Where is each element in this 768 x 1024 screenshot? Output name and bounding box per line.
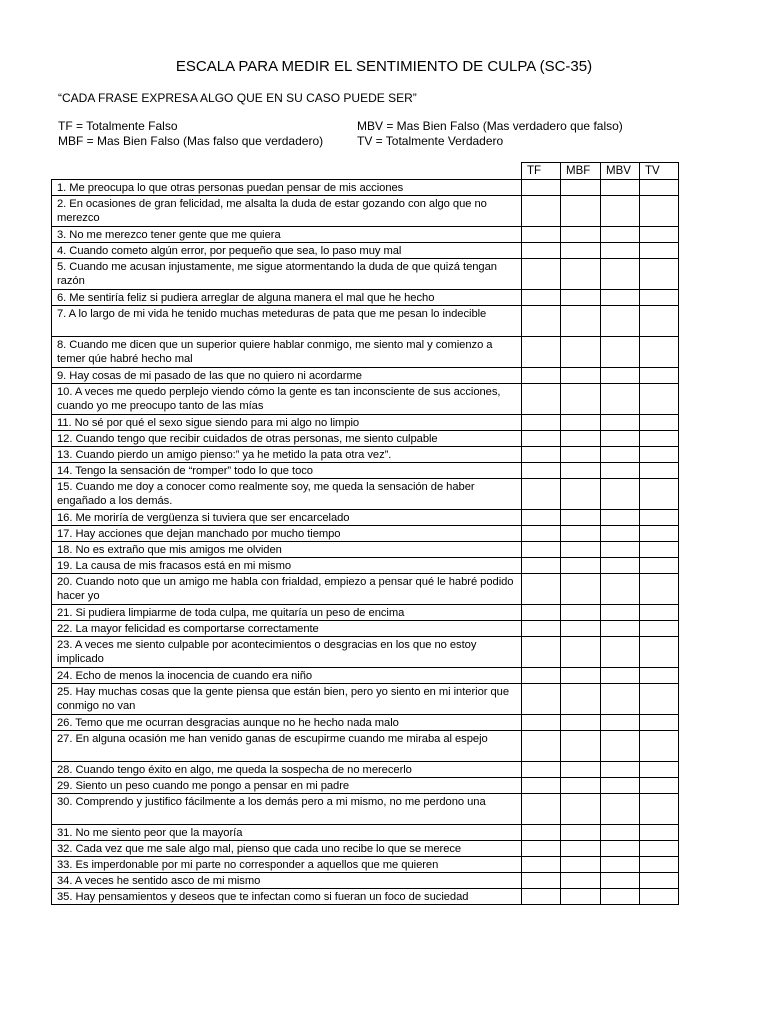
table-row [52, 463, 679, 479]
answer-cell-tv[interactable] [640, 526, 679, 542]
table-row [52, 196, 679, 227]
answer-cell-tv[interactable] [640, 605, 679, 621]
answer-cell-mbf[interactable] [561, 337, 601, 368]
answer-cell-tf[interactable] [522, 337, 561, 368]
table-row [52, 180, 679, 196]
answer-cell-mbv[interactable] [601, 180, 640, 196]
answer-cell-tf[interactable] [522, 605, 561, 621]
item-text: 26. Temo que me ocurran desgracias aunque no he hecho nada malo [52, 715, 522, 731]
item-text: 19. La causa de mis fracasos está en mi mismo [52, 558, 522, 574]
answer-cell-tv[interactable] [640, 825, 679, 841]
answer-cell-mbv[interactable] [601, 542, 640, 558]
answer-cell-tv[interactable] [640, 306, 679, 337]
item-text: 15. Cuando me doy a conocer como realmente soy, me queda la sensación de haber engañado a los demás. [52, 479, 522, 510]
answer-cell-tf[interactable] [522, 526, 561, 542]
item-text: 31. No me siento peor que la mayoría [52, 825, 522, 841]
table-row [52, 668, 679, 684]
answer-cell-mbf[interactable] [561, 684, 601, 715]
item-text: 30. Comprendo y justifico fácilmente a los demás pero a mi mismo, no me perdono una [52, 794, 522, 825]
answer-cell-tv[interactable] [640, 637, 679, 668]
table-row [52, 368, 679, 384]
answer-cell-tf[interactable] [522, 479, 561, 510]
answer-cell-tf[interactable] [522, 431, 561, 447]
column-header-tv: TV [640, 163, 679, 180]
item-text: 6. Me sentiría feliz si pudiera arreglar de alguna manera el mal que he hecho [52, 290, 522, 306]
answer-cell-tf[interactable] [522, 180, 561, 196]
item-text: 18. No es extraño que mis amigos me olviden [52, 542, 522, 558]
answer-cell-mbv[interactable] [601, 637, 640, 668]
column-header-mbv: MBV [601, 163, 640, 180]
answer-cell-tf[interactable] [522, 558, 561, 574]
item-text: 2. En ocasiones de gran felicidad, me alsalta la duda de estar gozando con algo que no merezco [52, 196, 522, 227]
answer-cell-tf[interactable] [522, 873, 561, 889]
item-text: 22. La mayor felicidad es comportarse correctamente [52, 621, 522, 637]
answer-cell-tv[interactable] [640, 841, 679, 857]
answer-cell-tv[interactable] [640, 431, 679, 447]
answer-cell-tf[interactable] [522, 447, 561, 463]
answer-cell-tf[interactable] [522, 778, 561, 794]
answer-cell-mbf[interactable] [561, 510, 601, 526]
answer-cell-mbv[interactable] [601, 463, 640, 479]
table-row [52, 605, 679, 621]
answer-cell-tf[interactable] [522, 825, 561, 841]
table-row [52, 684, 679, 715]
answer-cell-tv[interactable] [640, 684, 679, 715]
answer-cell-mbv[interactable] [601, 762, 640, 778]
answer-cell-tf[interactable] [522, 684, 561, 715]
answer-cell-mbv[interactable] [601, 368, 640, 384]
answer-cell-tv[interactable] [640, 259, 679, 290]
answer-cell-mbv[interactable] [601, 306, 640, 337]
answer-cell-mbf[interactable] [561, 794, 601, 825]
answer-cell-mbf[interactable] [561, 889, 601, 905]
answer-cell-mbv[interactable] [601, 526, 640, 542]
legend-tv: TV = Totalmente Verdadero [357, 134, 504, 148]
table-row [52, 762, 679, 778]
table-row [52, 542, 679, 558]
answer-cell-mbv[interactable] [601, 605, 640, 621]
answer-cell-tf[interactable] [522, 243, 561, 259]
answer-cell-mbv[interactable] [601, 574, 640, 605]
page-title: ESCALA PARA MEDIR EL SENTIMIENTO DE CULPA (SC-35) [175, 58, 593, 75]
answer-cell-tv[interactable] [640, 196, 679, 227]
answer-cell-tf[interactable] [522, 715, 561, 731]
item-text: 20. Cuando noto que un amigo me habla con frialdad, empiezo a pensar qué le habré podido hacer yo [52, 574, 522, 605]
answer-cell-mbv[interactable] [601, 290, 640, 306]
answer-cell-mbv[interactable] [601, 337, 640, 368]
answer-cell-mbv[interactable] [601, 857, 640, 873]
legend-mbv: MBV = Mas Bien Falso (Mas verdadero que falso) [357, 119, 623, 133]
answer-cell-tv[interactable] [640, 180, 679, 196]
table-row [52, 841, 679, 857]
answer-cell-mbf[interactable] [561, 447, 601, 463]
answer-cell-mbv[interactable] [601, 227, 640, 243]
table-row [52, 447, 679, 463]
answer-cell-mbv[interactable] [601, 778, 640, 794]
answer-cell-tf[interactable] [522, 542, 561, 558]
answer-cell-mbv[interactable] [601, 794, 640, 825]
answer-cell-tf[interactable] [522, 574, 561, 605]
item-text: 25. Hay muchas cosas que la gente piensa que están bien, pero yo siento en mi interior que conmigo no van [52, 684, 522, 715]
answer-cell-tv[interactable] [640, 337, 679, 368]
answer-cell-mbv[interactable] [601, 825, 640, 841]
answer-cell-tv[interactable] [640, 731, 679, 762]
header-row [52, 163, 679, 180]
table-row [52, 415, 679, 431]
answer-cell-mbv[interactable] [601, 510, 640, 526]
answer-cell-tv[interactable] [640, 447, 679, 463]
answer-cell-mbf[interactable] [561, 259, 601, 290]
answer-cell-mbv[interactable] [601, 447, 640, 463]
table-row [52, 637, 679, 668]
answer-cell-tf[interactable] [522, 463, 561, 479]
answer-cell-mbf[interactable] [561, 762, 601, 778]
answer-cell-tv[interactable] [640, 479, 679, 510]
item-text: 32. Cada vez que me sale algo mal, pienso que cada uno recibe lo que se merece [52, 841, 522, 857]
answer-cell-tf[interactable] [522, 510, 561, 526]
answer-cell-mbf[interactable] [561, 415, 601, 431]
answer-cell-tv[interactable] [640, 384, 679, 415]
answer-cell-mbv[interactable] [601, 889, 640, 905]
answer-cell-mbf[interactable] [561, 227, 601, 243]
answer-cell-mbf[interactable] [561, 384, 601, 415]
answer-cell-tf[interactable] [522, 227, 561, 243]
answer-cell-tf[interactable] [522, 196, 561, 227]
answer-cell-tf[interactable] [522, 889, 561, 905]
table-row [52, 259, 679, 290]
column-header-mbf: MBF [561, 163, 601, 180]
answer-cell-mbf[interactable] [561, 873, 601, 889]
answer-cell-mbf[interactable] [561, 825, 601, 841]
instructions: “CADA FRASE EXPRESA ALGO QUE EN SU CASO PUEDE SER” [58, 91, 417, 105]
table-row [52, 384, 679, 415]
table-row [52, 510, 679, 526]
answer-cell-mbf[interactable] [561, 778, 601, 794]
table-row [52, 857, 679, 873]
table-row [52, 731, 679, 762]
answer-cell-tv[interactable] [640, 542, 679, 558]
answer-cell-tf[interactable] [522, 841, 561, 857]
item-text: 34. A veces he sentido asco de mi mismo [52, 873, 522, 889]
answer-cell-tv[interactable] [640, 794, 679, 825]
answer-cell-tf[interactable] [522, 306, 561, 337]
answer-cell-mbv[interactable] [601, 873, 640, 889]
answer-cell-tf[interactable] [522, 384, 561, 415]
answer-cell-mbf[interactable] [561, 368, 601, 384]
answer-cell-tf[interactable] [522, 290, 561, 306]
answer-cell-mbf[interactable] [561, 605, 601, 621]
answer-cell-mbf[interactable] [561, 558, 601, 574]
item-text: 28. Cuando tengo éxito en algo, me queda la sospecha de no merecerlo [52, 762, 522, 778]
table-row [52, 621, 679, 637]
item-text: 14. Tengo la sensación de “romper” todo lo que toco [52, 463, 522, 479]
answer-cell-tv[interactable] [640, 668, 679, 684]
answer-cell-mbf[interactable] [561, 290, 601, 306]
answer-cell-tv[interactable] [640, 857, 679, 873]
answer-cell-mbv[interactable] [601, 415, 640, 431]
answer-cell-mbv[interactable] [601, 384, 640, 415]
item-text: 7. A lo largo de mi vida he tenido muchas meteduras de pata que me pesan lo indecible [52, 306, 522, 337]
answer-cell-mbf[interactable] [561, 306, 601, 337]
answer-cell-mbf[interactable] [561, 243, 601, 259]
header-blank [52, 163, 522, 180]
table-row [52, 873, 679, 889]
item-text: 8. Cuando me dicen que un superior quiere hablar conmigo, me siento mal y comienzo a temer qúe habré hecho mal [52, 337, 522, 368]
answer-cell-tf[interactable] [522, 415, 561, 431]
item-text: 5. Cuando me acusan injustamente, me sigue atormentando la duda de que quizá tengan razón [52, 259, 522, 290]
item-text: 13. Cuando pierdo un amigo pienso:” ya he metido la pata otra vez”. [52, 447, 522, 463]
answer-cell-mbf[interactable] [561, 621, 601, 637]
answer-cell-mbv[interactable] [601, 259, 640, 290]
answer-cell-tv[interactable] [640, 715, 679, 731]
column-header-tf: TF [522, 163, 561, 180]
answer-cell-tv[interactable] [640, 558, 679, 574]
table-row [52, 889, 679, 905]
table-row [52, 558, 679, 574]
item-text: 11. No sé por qué el sexo sigue siendo para mi algo no limpio [52, 415, 522, 431]
answer-cell-tf[interactable] [522, 857, 561, 873]
answer-cell-tf[interactable] [522, 259, 561, 290]
answer-cell-mbf[interactable] [561, 180, 601, 196]
answer-cell-tv[interactable] [640, 574, 679, 605]
answer-cell-mbf[interactable] [561, 431, 601, 447]
answer-cell-mbf[interactable] [561, 637, 601, 668]
table-row [52, 479, 679, 510]
answer-cell-mbv[interactable] [601, 243, 640, 259]
answer-cell-tv[interactable] [640, 873, 679, 889]
item-text: 23. A veces me siento culpable por acontecimientos o desgracias en los que no estoy implicado [52, 637, 522, 668]
table-row [52, 794, 679, 825]
answer-cell-tf[interactable] [522, 668, 561, 684]
answer-cell-mbv[interactable] [601, 684, 640, 715]
item-text: 24. Echo de menos la inocencia de cuando era niño [52, 668, 522, 684]
answer-cell-mbf[interactable] [561, 857, 601, 873]
answer-cell-mbv[interactable] [601, 558, 640, 574]
answer-cell-tv[interactable] [640, 227, 679, 243]
item-text: 29. Siento un peso cuando me pongo a pensar en mi padre [52, 778, 522, 794]
answer-cell-mbv[interactable] [601, 715, 640, 731]
answer-cell-tv[interactable] [640, 368, 679, 384]
answer-cell-tv[interactable] [640, 415, 679, 431]
legend-tf: TF = Totalmente Falso [58, 119, 178, 133]
answer-cell-tv[interactable] [640, 510, 679, 526]
answer-cell-tf[interactable] [522, 621, 561, 637]
table-row [52, 574, 679, 605]
answer-cell-mbf[interactable] [561, 196, 601, 227]
answer-cell-mbv[interactable] [601, 196, 640, 227]
item-text: 35. Hay pensamientos y deseos que te infectan como si fueran un foco de suciedad [52, 889, 522, 905]
table-row [52, 290, 679, 306]
questionnaire-table [51, 162, 679, 905]
table-row [52, 431, 679, 447]
answer-cell-tf[interactable] [522, 794, 561, 825]
answer-cell-tv[interactable] [640, 889, 679, 905]
item-text: 1. Me preocupa lo que otras personas puedan pensar de mis acciones [52, 180, 522, 196]
answer-cell-tf[interactable] [522, 731, 561, 762]
table-row [52, 227, 679, 243]
answer-cell-tf[interactable] [522, 637, 561, 668]
item-text: 17. Hay acciones que dejan manchado por mucho tiempo [52, 526, 522, 542]
answer-cell-tv[interactable] [640, 243, 679, 259]
table-row [52, 778, 679, 794]
answer-cell-mbf[interactable] [561, 526, 601, 542]
answer-cell-mbv[interactable] [601, 621, 640, 637]
answer-cell-mbf[interactable] [561, 479, 601, 510]
answer-cell-tv[interactable] [640, 778, 679, 794]
answer-cell-mbf[interactable] [561, 715, 601, 731]
item-text: 4. Cuando cometo algún error, por pequeño que sea, lo paso muy mal [52, 243, 522, 259]
answer-cell-tv[interactable] [640, 290, 679, 306]
table-row [52, 825, 679, 841]
legend-mbf: MBF = Mas Bien Falso (Mas falso que verdadero) [58, 134, 324, 148]
item-text: 12. Cuando tengo que recibir cuidados de otras personas, me siento culpable [52, 431, 522, 447]
answer-cell-mbv[interactable] [601, 431, 640, 447]
answer-cell-mbv[interactable] [601, 841, 640, 857]
item-text: 16. Me moriría de vergüenza si tuviera que ser encarcelado [52, 510, 522, 526]
answer-cell-mbv[interactable] [601, 731, 640, 762]
item-text: 27. En alguna ocasión me han venido ganas de escupirme cuando me miraba al espejo [52, 731, 522, 762]
table-row [52, 243, 679, 259]
item-text: 9. Hay cosas de mi pasado de las que no quiero ni acordarme [52, 368, 522, 384]
item-text: 10. A veces me quedo perplejo viendo cómo la gente es tan inconsciente de sus acciones, cuando yo me preocupo tanto de las mías [52, 384, 522, 415]
answer-cell-mbf[interactable] [561, 841, 601, 857]
answer-cell-tv[interactable] [640, 621, 679, 637]
answer-cell-tv[interactable] [640, 463, 679, 479]
answer-cell-mbv[interactable] [601, 668, 640, 684]
table-row [52, 715, 679, 731]
answer-cell-mbf[interactable] [561, 731, 601, 762]
answer-cell-tf[interactable] [522, 368, 561, 384]
answer-cell-mbv[interactable] [601, 479, 640, 510]
table-row [52, 337, 679, 368]
answer-cell-tf[interactable] [522, 762, 561, 778]
table-row [52, 306, 679, 337]
answer-cell-mbf[interactable] [561, 542, 601, 558]
answer-cell-mbf[interactable] [561, 668, 601, 684]
item-text: 33. Es imperdonable por mi parte no corresponder a aquellos que me quieren [52, 857, 522, 873]
answer-cell-tv[interactable] [640, 762, 679, 778]
answer-cell-mbf[interactable] [561, 463, 601, 479]
table-row [52, 526, 679, 542]
item-text: 3. No me merezco tener gente que me quiera [52, 227, 522, 243]
answer-cell-mbf[interactable] [561, 574, 601, 605]
item-text: 21. Si pudiera limpiarme de toda culpa, me quitaría un peso de encima [52, 605, 522, 621]
